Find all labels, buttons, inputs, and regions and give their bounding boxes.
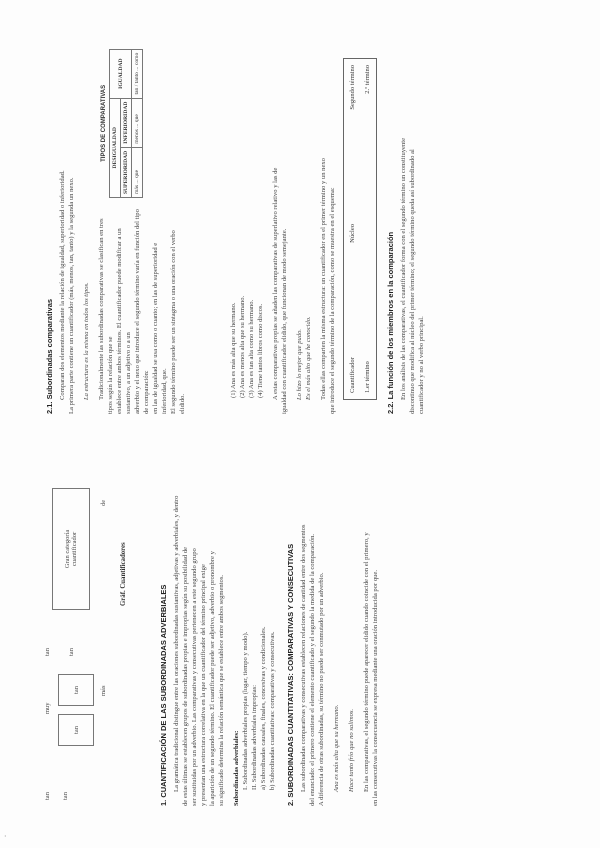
left-column xyxy=(36,436,566,806)
paragraph-line: A diferencia de otras subordinadas, su término no puede ser conmutado por un adverbio. xyxy=(318,572,325,806)
quantifier-figure xyxy=(40,436,150,806)
italic-note: La estructura es la misma en todos los tipos. xyxy=(83,282,90,400)
paragraph-line: cuantificador y no al verbo principal. xyxy=(418,316,425,414)
list-item: b) Subordinadas cuantitativas: comparativas y consecutivas. xyxy=(269,631,276,790)
body-with-table xyxy=(97,44,229,414)
example-line: Lo hizo lo mejor que pudo. xyxy=(296,328,303,400)
table-subheader: INFERIORIDAD xyxy=(121,98,132,147)
table-cell: más ... que xyxy=(132,147,143,197)
paragraph-line: Las subordinadas comparativas y consecutivas establecen relaciones de cantidad entre dos segmentos xyxy=(300,524,307,792)
figure-label: tan xyxy=(68,648,75,656)
paragraph-line: en las de igualdad se usa como o cuanto; en las de superioridad e inferioridad, que. xyxy=(152,242,168,414)
comparatives-table xyxy=(101,49,143,198)
section-1-heading: 1. CUANTIFICACIÓN DE LAS SUBORDINADAS ADVERBIALES xyxy=(159,584,168,806)
paragraph-line: discontinuo que modifica al núcleo del primer término; el segundo término queda así subordinado al xyxy=(409,149,416,414)
formula-row xyxy=(349,65,356,393)
figure-label: tan xyxy=(72,726,80,734)
figure-label: tan xyxy=(44,648,51,656)
figure-label: de xyxy=(100,499,107,506)
example-line: Hace tanto frío que no salimos. xyxy=(348,708,355,792)
table-header: IGUALDAD xyxy=(110,49,132,98)
rotated-document xyxy=(20,24,580,824)
paragraph-line: El segundo término puede ser un sintagma o una oración con el verbo elidido. xyxy=(170,230,186,414)
table-cell: tan / tanto ... como xyxy=(132,49,143,98)
paragraph-line: igualdad con cuantificador elidido, que funcionan de modo semejante. xyxy=(281,228,288,414)
list-intro: Subordinadas adverbiales: xyxy=(233,730,240,806)
subordinate-list xyxy=(241,436,277,806)
formula-term: Cuantificador xyxy=(349,357,356,393)
examples-list xyxy=(229,44,265,414)
paragraph-line: Comparan dos elementos mediante la relación de igualdad, superioridad o inferioridad. xyxy=(59,170,66,400)
paragraph-line: su significado determina la relación semántica que se establece entre ambos segmentos. xyxy=(218,574,225,806)
paragraph-line: en las consecutivas la consecuencia se expresa mediante una oración introducida por que. xyxy=(372,570,379,806)
table-caption: TIPOS DE COMPARATIVAS xyxy=(101,84,107,162)
paragraph-line: A estas comparativas propias se añaden las comparativas de superlativo relativo y las de xyxy=(272,167,279,400)
example-line: Ana es más alta que su hermano. xyxy=(333,704,340,792)
formula-term: 2.º término xyxy=(364,65,371,94)
figure-label: tan xyxy=(72,686,80,694)
figure-label: más xyxy=(100,685,107,696)
paragraph-line: que introduce el segundo término de la comparación, como se muestra en el esquema: xyxy=(329,187,336,414)
list-item: (3) Ana es tan alta como su hermano. xyxy=(248,299,255,398)
figure-label: Gran categoría xyxy=(64,529,71,569)
comparatives-table-wrap xyxy=(101,48,143,198)
category-box xyxy=(52,488,90,610)
table-header: DESIGUALDAD xyxy=(110,98,121,197)
paragraph-line: La primera parte contiene un cuantificador (más, menos, tan, tanto) y la segunda un nexo. xyxy=(68,177,75,414)
paragraph-line: En las comparativas, el segundo término puede aparecer elidido cuando coincide con el primero, y xyxy=(363,532,370,792)
paragraph-line: del enunciado: el primero contiene el elemento cuantificado y el segundo la medida de la comparación. xyxy=(309,533,316,806)
list-item: a) Subordinadas causales, finales, concesivas y condicionales. xyxy=(260,626,267,790)
section-21-heading: 2.1. Subordinadas comparativas xyxy=(45,298,54,414)
section-22-heading: 2.2. La función de los miembros en la comparación xyxy=(386,231,395,414)
table-subheader: SUPERIORIDAD xyxy=(121,147,132,197)
paragraph-line: La gramática tradicional distingue entre las oraciones subordinadas sustantivas, adjetivas y adverbiales, y dentro xyxy=(173,495,180,792)
paragraph-line: En los análisis de las comparativas, el cuantificador forma con el segundo término un constituyente xyxy=(400,137,407,400)
figure-label: tan xyxy=(44,792,51,800)
formula-box xyxy=(343,58,377,400)
right-column xyxy=(36,44,566,414)
scan-speck: · xyxy=(4,832,7,841)
section-2-heading: 2. SUBORDINADAS CUANTITATIVAS: COMPARATIVAS Y CONSECUTIVAS xyxy=(286,543,295,806)
paragraph-line: ser sustituidas por un adverbio. Las comparativas y consecutivas pertenecen a este segundo grupo xyxy=(191,548,198,806)
list-item: II. Subordinadas adverbiales impropias: xyxy=(251,684,258,790)
list-item: (4) Tiene tantos libros como discos. xyxy=(257,303,264,398)
formula-term: Núcleo xyxy=(349,224,356,243)
formula-term: Segundo término xyxy=(349,65,356,110)
paragraph-line: de estas últimas se establecen grupos de subordinadas propias e impropias según su posibilidad de xyxy=(182,547,189,806)
figure-box xyxy=(58,674,94,706)
list-item: I. Subordinadas adverbiales propias (lugar, tiempo y modo). xyxy=(242,631,249,790)
formula-row xyxy=(364,65,371,393)
paragraph-line: la aparición de un segundo término. El cuantificador puede ser adjetivo, adverbio o pronombre y xyxy=(209,551,216,806)
figure-label: muy xyxy=(44,702,51,714)
formula-term: 1.er término xyxy=(364,361,371,393)
figure-label: cuantificador xyxy=(71,531,78,567)
list-item: (1) Ana es más alta que su hermano. xyxy=(230,302,237,398)
figure-label: tan xyxy=(62,792,69,800)
figure-caption: Gráf. Cuantificadores xyxy=(120,542,127,606)
example-line: Es el más alto que he conocido. xyxy=(305,316,312,400)
figure-box xyxy=(58,714,94,746)
paragraph-line: Tradicionalmente las subordinadas comparativas se clasifican en tres tipos según la relación que se xyxy=(98,218,114,414)
paragraph-line: y presentan una estructura correlativa en la que un cuantificador del término principal exige xyxy=(200,564,207,806)
paragraph-line: adverbio y el nexo que introduce el segundo término varía en función del tipo de comparación: xyxy=(134,209,150,414)
list-item: (2) Ana es menos alta que su hermano. xyxy=(239,295,246,398)
paragraph-line: Todas ellas comparten la misma estructura: un cuantificador en el primer término y un nexo xyxy=(320,158,327,400)
table-cell: menos ... que xyxy=(132,98,143,147)
paragraph-line: establece entre ambos términos. El cuantificador puede modificar a un sustantivo, a un adjetivo o a un xyxy=(116,228,132,414)
